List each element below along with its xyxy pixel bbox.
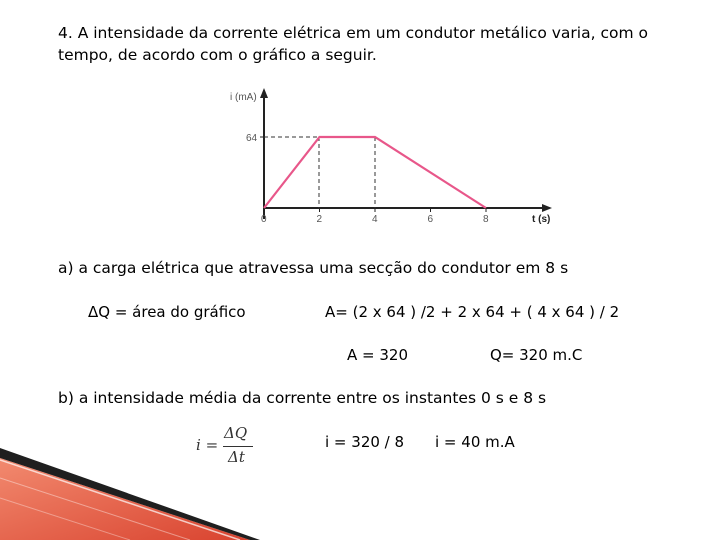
x-axis-label: t (s)	[532, 214, 551, 225]
x-tick-2: 2	[316, 214, 323, 225]
part-a-area-result: A = 320	[347, 346, 408, 364]
part-b-result: i = 40 m.A	[435, 433, 515, 451]
x-tick-0: 0	[261, 214, 267, 225]
part-a-dq: ΔQ = área do gráfico	[88, 303, 246, 321]
y-axis-arrow	[260, 88, 268, 98]
x-tick-6: 6	[427, 214, 434, 225]
decorative-corner	[0, 448, 260, 540]
formula-i: i =	[196, 436, 219, 454]
y-axis-label: i (mA)	[230, 92, 257, 103]
x-tick-8: 8	[483, 214, 489, 225]
part-a-area-formula: A= (2 x 64 ) /2 + 2 x 64 + ( 4 x 64 ) / 2	[325, 303, 620, 321]
current-time-graph	[222, 84, 567, 232]
part-a-charge-result: Q= 320 m.C	[490, 346, 583, 364]
part-a-title: a) a carga elétrica que atravessa uma secção do condutor em 8 s	[58, 259, 569, 277]
part-b-title: b) a intensidade média da corrente entre os instantes 0 s e 8 s	[58, 389, 547, 407]
question-line-1: 4. A intensidade da corrente elétrica em um condutor metálico varia, com o	[58, 24, 648, 42]
question-line-2: tempo, de acordo com o gráfico a seguir.	[58, 46, 377, 64]
formula-denominator: Δt	[228, 448, 245, 466]
part-b-calc: i = 320 / 8	[325, 433, 405, 451]
formula-fraction-bar	[223, 446, 253, 447]
x-tick-4: 4	[372, 214, 378, 225]
formula-numerator: ΔQ	[224, 424, 248, 442]
x-tick-labels	[261, 208, 489, 225]
x-axis-arrow	[542, 204, 552, 212]
y-tick-64: 64	[246, 133, 258, 144]
